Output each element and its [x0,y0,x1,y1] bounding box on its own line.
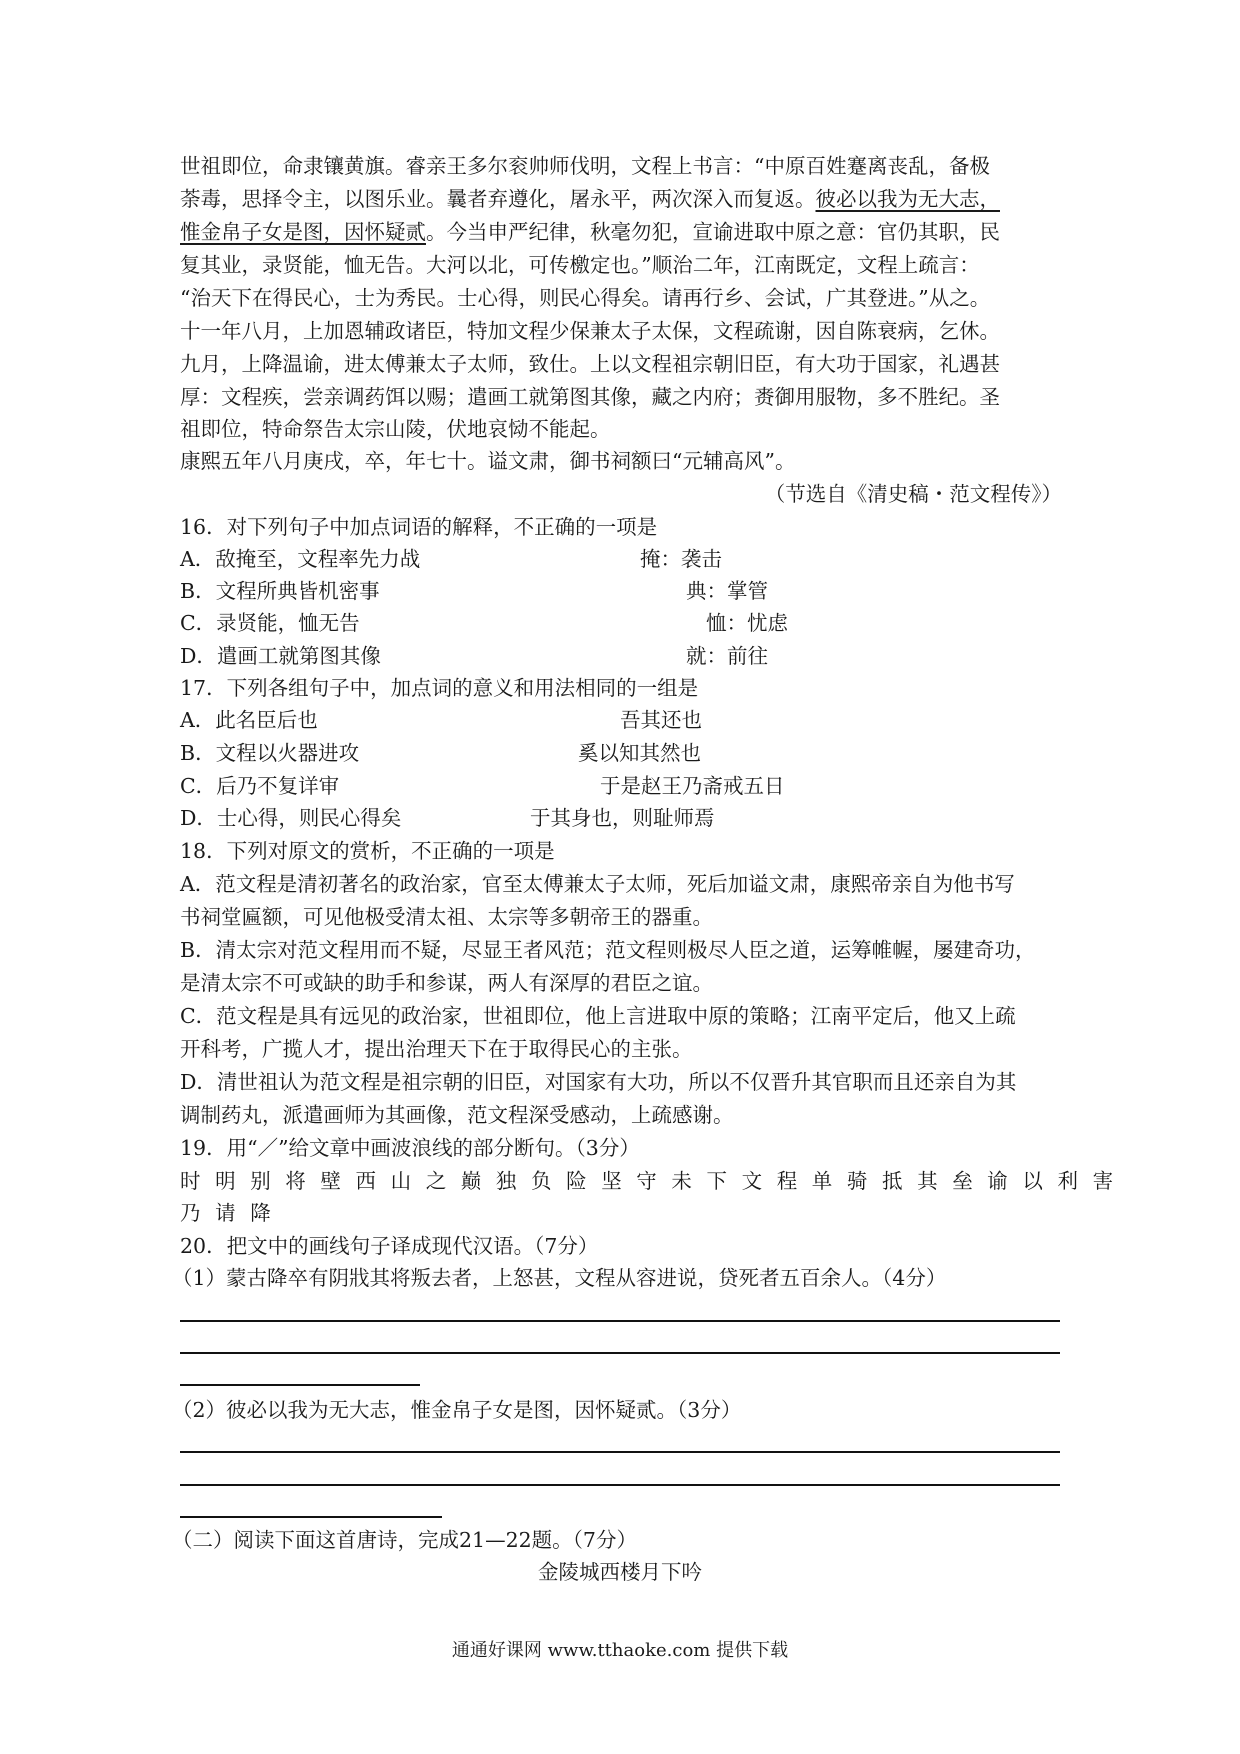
q17-option-d-pair: 于其身也，则耻师焉 [530,806,715,830]
question-19-stem: 19．用“／”给文章中画波浪线的部分断句。（3分） [180,1136,640,1160]
passage-line: 九月，上降温谕，进太傅兼太子太师，致仕。上以文程祖宗朝旧臣，有大功于国家，礼遇甚 [180,352,1000,376]
answer-line[interactable] [180,1451,1060,1453]
passage-line: 祖即位，特命祭告太宗山陵，伏地哀恸不能起。 [180,417,611,441]
passage-line: 康熙五年八月庚戌，卒，年七十。谥文肃，御书祠额曰“元辅高风”。 [180,449,796,473]
answer-line[interactable] [180,1484,1060,1486]
passage-line: 厚：文程疾，尝亲调药饵以赐；遣画工就第图其像，藏之内府；赉御用服物，多不胜纪。圣 [180,385,1000,409]
question-18-stem: 18．下列对原文的赏析，不正确的一项是 [180,839,555,863]
answer-line[interactable] [180,1352,1060,1354]
q19-text: 时明别将壁西山之巅独负险坚守未下文程单骑抵其垒谕以利害 [180,1169,1128,1193]
passage-line: 十一年八月，上加恩辅政诸臣，特加文程少保兼太子太保，文程疏谢，因自陈衰病，乞休。 [180,319,1000,343]
q17-option-b-pair: 奚以知其然也 [578,741,701,765]
q16-option-c: C．录贤能，恤无告 [180,611,360,635]
q18-option-c: C．范文程是具有远见的政治家，世祖即位，他上言进取中原的策略；江南平定后，他又上疏 [180,1004,1016,1028]
underlined-sentence: 彼必以我为无大志， [815,187,1000,211]
q16-option-d: D．遣画工就第图其像 [180,644,381,668]
passage-text: 。今当申严纪律，秋毫勿犯，宣谕进取中原之意：官仍其职，民 [426,220,1000,244]
q16-option-c-gloss: 恤：忧虑 [706,611,788,635]
q17-option-a-pair: 吾其还也 [620,708,702,732]
question-20-stem: 20．把文中的画线句子译成现代汉语。（7分） [180,1234,599,1258]
q18-option-b: B．清太宗对范文程用而不疑，尽显王者风范；范文程则极尽人臣之道，运筹帷幄，屡建奇功， [180,938,1036,962]
q18-option-b-cont: 是清太宗不可或缺的助手和参谋，两人有深厚的君臣之谊。 [180,971,713,995]
q17-option-c: C．后乃不复详审 [180,774,340,798]
q19-text-cont: 乃请降 [180,1201,286,1225]
answer-line[interactable] [180,1516,442,1518]
section-heading: （二）阅读下面这首唐诗，完成21—22题。（7分） [172,1528,637,1552]
passage-line: 世祖即位，命隶镶黄旗。睿亲王多尔衮帅师伐明，文程上书言：“中原百姓蹇离丧乱，备极 [180,154,990,178]
q16-option-d-gloss: 就：前往 [686,644,768,668]
q16-option-b-gloss: 典：掌管 [686,579,768,603]
q18-option-a: A．范文程是清初著名的政治家，官至太傅兼太子太师，死后加谥文肃，康熙帝亲自为他书写 [180,872,1015,896]
q17-option-b: B．文程以火器进攻 [180,741,360,765]
poem-title: 金陵城西楼月下吟 [538,1560,702,1584]
q18-option-d: D．清世祖认为范文程是祖宗朝的旧臣，对国家有大功，所以不仅晋升其官职而且还亲自为其 [180,1070,1017,1094]
q16-option-b: B．文程所典皆机密事 [180,579,380,603]
passage-line: “治天下在得民心，士为秀民。士心得，则民心得矣。请再行乡、会试，广其登进。”从之。 [180,286,991,310]
passage-text: 荼毒，思择令主，以图乐业。曩者弃遵化，屠永平，两次深入而复返。 [180,187,816,211]
question-16-stem: 16．对下列句子中加点词语的解释，不正确的一项是 [180,515,658,539]
passage-source: （节选自《清史稿・范文程传》） [764,482,1062,506]
underlined-sentence: 惟金帛子女是图，因怀疑贰 [180,220,426,244]
passage-line [180,183,1000,215]
q20-part-2: （2）彼必以我为无大志，惟金帛子女是图，因怀疑贰。（3分） [172,1398,742,1422]
answer-line[interactable] [180,1384,420,1386]
q18-option-c-cont: 开科考，广揽人才，提出治理天下在于取得民心的主张。 [180,1037,693,1061]
question-17-stem: 17．下列各组句子中，加点词的意义和用法相同的一组是 [180,676,699,700]
q18-option-d-cont: 调制药丸，派遣画师为其画像，范文程深受感动，上疏感谢。 [180,1103,734,1127]
q17-option-d: D．士心得，则民心得矣 [180,806,402,830]
page-footer: 通通好课网 www.tthaoke.com 提供下载 [451,1640,789,1661]
answer-line[interactable] [180,1320,1060,1322]
passage-line: 复其业，录贤能，恤无告。大河以北，可传檄定也。”顺治二年，江南既定，文程上疏言： [180,253,980,277]
passage-line [180,216,1000,248]
q18-option-a-cont: 书祠堂匾额，可见他极受清太祖、太宗等多朝帝王的器重。 [180,905,713,929]
q16-option-a: A．敌掩至，文程率先力战 [180,547,421,571]
q16-option-a-gloss: 掩：袭击 [640,547,722,571]
q17-option-c-pair: 于是赵王乃斋戒五日 [600,774,785,798]
q17-option-a: A．此名臣后也 [180,708,318,732]
q20-part-1: （1）蒙古降卒有阴戕其将叛去者，上怒甚，文程从容进说，贷死者五百余人。（4分） [172,1266,947,1290]
